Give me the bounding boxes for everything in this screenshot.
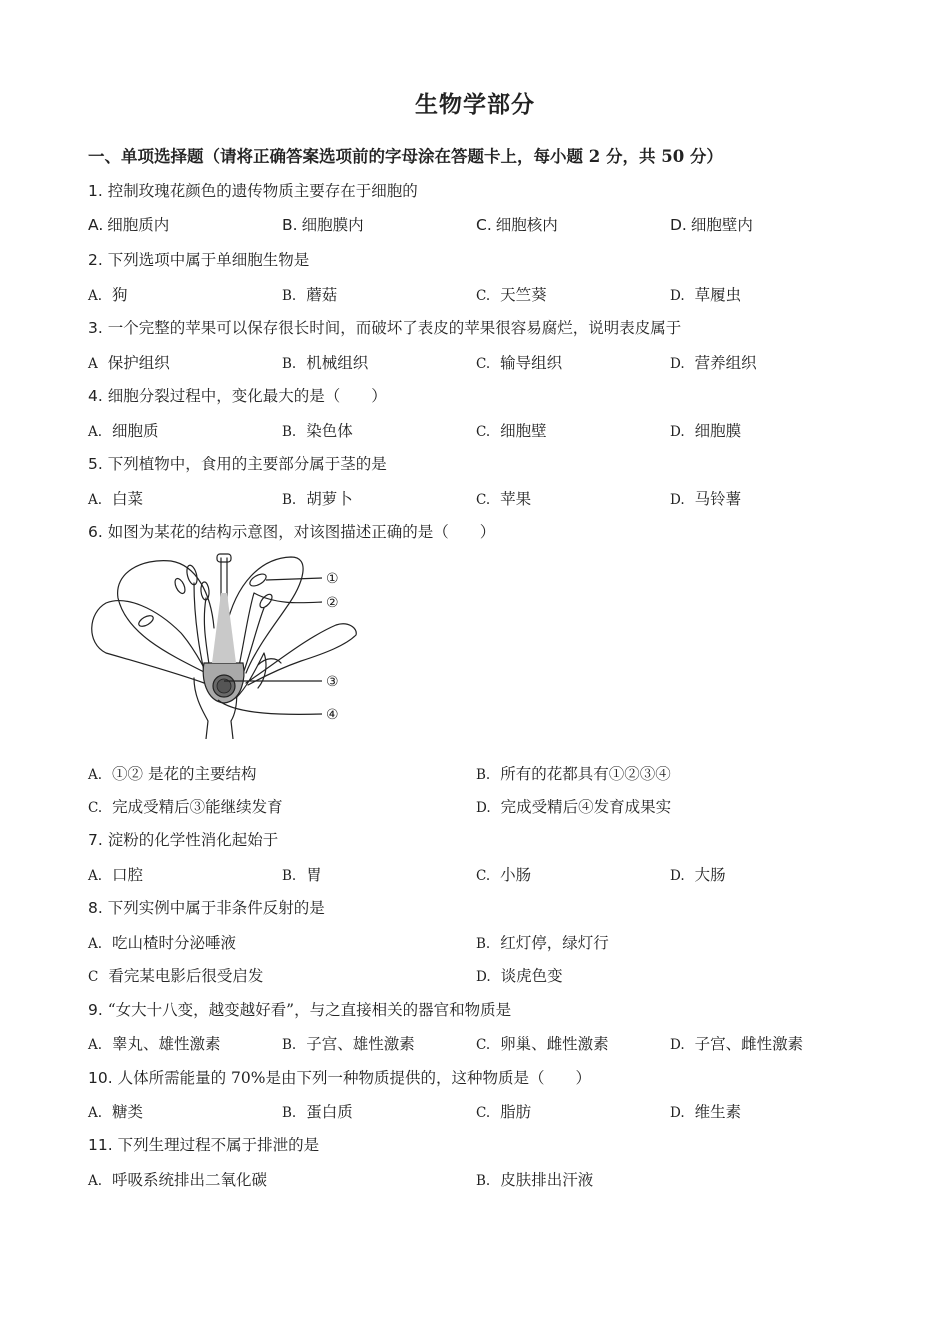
options-8-row-1: [88, 931, 868, 953]
petal-left-front: [92, 601, 206, 683]
label-2: ②: [326, 595, 339, 611]
option-a[interactable]: [88, 762, 256, 784]
option-text: 口腔: [112, 866, 144, 884]
question-7: [88, 828, 278, 850]
option-c[interactable]: [88, 795, 283, 817]
option-text: 谈虎色变: [500, 967, 563, 985]
option-b[interactable]: [282, 351, 368, 373]
option-letter: A.: [88, 936, 103, 952]
question-number: 7.: [88, 831, 103, 849]
question-text: 细胞分裂过程中，变化最大的是（ ）: [107, 387, 387, 405]
option-letter: C.: [476, 1037, 491, 1053]
option-b[interactable]: [282, 863, 322, 885]
option-text: 细胞膜内: [301, 216, 364, 234]
stigma: [217, 554, 231, 562]
option-letter: C.: [476, 216, 492, 234]
option-b[interactable]: [282, 1032, 415, 1054]
option-text: 卵巢、雌性激素: [500, 1035, 609, 1053]
option-letter: A.: [88, 216, 104, 234]
option-text: 子宫、雄性激素: [306, 1035, 415, 1053]
question-number: 8.: [88, 899, 103, 917]
section-heading: 一、单项选择题（请将正确答案选项前的字母涂在答题卡上，每小题 2 分，共 50 分）: [88, 147, 723, 166]
question-text: 人体所需能量的 70%是由下列一种物质提供的，这种物质是（ ）: [117, 1069, 591, 1087]
question-9: [88, 998, 511, 1020]
option-text: 天竺葵: [500, 286, 547, 304]
option-text: 细胞壁内: [690, 216, 753, 234]
question-5: [88, 452, 387, 474]
option-a[interactable]: [88, 1032, 221, 1054]
petal-left-back: [118, 561, 214, 673]
option-letter: D.: [670, 492, 685, 508]
option-text: 睾丸、雄性激素: [112, 1035, 221, 1053]
option-a[interactable]: [88, 283, 128, 305]
option-letter: D.: [670, 1105, 685, 1121]
petal-right-front: [246, 624, 356, 685]
option-text: 蘑菇: [306, 286, 338, 304]
option-text: 维生素: [694, 1103, 742, 1121]
option-text: 狗: [112, 286, 128, 304]
option-text: 细胞质: [112, 422, 159, 440]
option-text: 细胞壁: [500, 422, 547, 440]
label-3: ③: [326, 674, 339, 690]
option-letter: B.: [476, 1173, 491, 1189]
option-a[interactable]: [88, 931, 236, 953]
stamen-filament: [238, 593, 254, 671]
option-text: 完成受精后③能继续发育: [112, 798, 283, 816]
option-letter: D.: [670, 424, 685, 440]
option-d[interactable]: [670, 283, 741, 305]
option-letter: B.: [282, 356, 297, 372]
question-text: 一个完整的苹果可以保存很长时间，而破坏了表皮的苹果很容易腐烂，说明表皮属于: [107, 319, 682, 337]
label-4: ④: [326, 707, 339, 723]
question-number: 5.: [88, 455, 103, 473]
question-1: [88, 179, 418, 201]
anther: [173, 577, 187, 595]
option-c[interactable]: [476, 1032, 609, 1054]
option-c[interactable]: [476, 213, 558, 235]
stamen-filament: [204, 598, 210, 671]
option-a[interactable]: [88, 213, 169, 235]
option-a[interactable]: [88, 1168, 267, 1190]
question-number: 6.: [88, 523, 103, 541]
question-number: 1.: [88, 182, 103, 200]
option-letter: A.: [88, 492, 103, 508]
option-letter: D.: [670, 356, 685, 372]
option-text: 完成受精后④发育成果实: [500, 798, 672, 816]
option-text: 白菜: [112, 490, 144, 508]
question-text: 淀粉的化学性消化起始于: [107, 831, 279, 849]
leader-line-4: [218, 700, 322, 714]
option-letter: D.: [670, 1037, 685, 1053]
question-number: 4.: [88, 387, 103, 405]
option-a[interactable]: [88, 351, 170, 373]
option-text: 吃山楂时分泌唾液: [112, 934, 237, 952]
option-text: 大肠: [694, 866, 726, 884]
option-letter: B.: [476, 936, 491, 952]
option-text: 染色体: [306, 422, 353, 440]
option-text: 机械组织: [306, 354, 369, 372]
question-text: 下列实例中属于非条件反射的是: [107, 899, 325, 917]
anther: [185, 564, 199, 586]
option-text: 营养组织: [694, 354, 757, 372]
option-d[interactable]: [476, 964, 563, 986]
option-text: 看完某电影后很受启发: [108, 967, 264, 985]
option-d[interactable]: [670, 419, 741, 441]
option-c[interactable]: [88, 964, 263, 986]
option-text: 呼吸系统排出二氧化碳: [112, 1171, 268, 1189]
option-text: 苹果: [500, 490, 532, 508]
anther: [248, 572, 268, 589]
option-c[interactable]: [476, 419, 547, 441]
option-text: ①② 是花的主要结构: [112, 765, 257, 783]
option-b[interactable]: [476, 762, 671, 784]
option-b[interactable]: [282, 1100, 353, 1122]
question-number: 2.: [88, 251, 103, 269]
option-letter: C: [88, 969, 99, 985]
option-c[interactable]: [476, 863, 531, 885]
options-1: [88, 213, 868, 235]
option-text: 糖类: [112, 1103, 144, 1121]
anther: [258, 592, 274, 609]
option-c[interactable]: [476, 487, 531, 509]
option-d[interactable]: [670, 863, 726, 885]
label-1: ①: [326, 571, 339, 587]
question-4: [88, 384, 387, 406]
option-text: 细胞质内: [107, 216, 170, 234]
option-text: 保护组织: [107, 354, 170, 372]
option-a[interactable]: [88, 419, 159, 441]
option-letter: B.: [476, 767, 491, 783]
option-letter: C.: [476, 492, 491, 508]
option-letter: A.: [88, 1105, 103, 1121]
option-letter: D.: [670, 216, 687, 234]
question-8: [88, 896, 325, 918]
leader-line-2: [254, 593, 322, 603]
options-9: [88, 1032, 868, 1054]
options-2: [88, 283, 868, 305]
question-text: 如图为某花的结构示意图，对该图描述正确的是（ ）: [107, 523, 496, 541]
option-letter: B.: [282, 1105, 297, 1121]
question-text: 控制玫瑰花颜色的遗传物质主要存在于细胞的: [107, 182, 418, 200]
option-text: 蛋白质: [306, 1103, 353, 1121]
option-b[interactable]: [476, 1168, 593, 1190]
question-10: [88, 1066, 591, 1088]
options-10: [88, 1100, 868, 1122]
option-text: 输导组织: [500, 354, 563, 372]
option-d[interactable]: [476, 795, 671, 817]
option-letter: A: [88, 356, 98, 372]
page-title: 生物学部分: [415, 91, 535, 118]
option-b[interactable]: [282, 487, 353, 509]
option-letter: C.: [476, 424, 491, 440]
options-4: [88, 419, 868, 441]
question-3: [88, 316, 681, 338]
option-d[interactable]: [670, 487, 741, 509]
option-letter: B.: [282, 492, 297, 508]
question-6: [88, 520, 495, 542]
option-text: 细胞核内: [495, 216, 558, 234]
option-c[interactable]: [476, 351, 562, 373]
options-3: [88, 351, 868, 373]
option-letter: A.: [88, 288, 103, 304]
question-number: 9.: [88, 1001, 103, 1019]
anther: [137, 614, 155, 629]
option-d[interactable]: [670, 1100, 741, 1122]
option-a[interactable]: [88, 1100, 143, 1122]
question-2: [88, 248, 309, 270]
options-7: [88, 863, 868, 885]
option-c[interactable]: [476, 283, 547, 305]
question-text: 下列植物中，食用的主要部分属于茎的是: [107, 455, 387, 473]
question-11: [88, 1133, 319, 1155]
stamen-filament: [244, 608, 264, 671]
options-8-row-2: [88, 964, 868, 986]
option-letter: B.: [282, 288, 297, 304]
option-letter: C.: [88, 800, 103, 816]
option-d[interactable]: [670, 1032, 803, 1054]
option-letter: A.: [88, 424, 103, 440]
option-text: 马铃薯: [694, 490, 742, 508]
options-5: [88, 487, 868, 509]
option-letter: B.: [282, 1037, 297, 1053]
option-letter: D.: [476, 800, 491, 816]
option-letter: C.: [476, 356, 491, 372]
option-b[interactable]: [282, 419, 353, 441]
option-text: 红灯停，绿灯行: [500, 934, 609, 952]
option-c[interactable]: [476, 1100, 531, 1122]
options-6-row-1: [88, 762, 868, 784]
option-text: 子宫、雌性激素: [694, 1035, 804, 1053]
option-letter: D.: [670, 288, 685, 304]
options-6-row-2: [88, 795, 868, 817]
option-letter: A.: [88, 1173, 103, 1189]
option-text: 细胞膜: [694, 422, 742, 440]
option-text: 所有的花都具有①②③④: [500, 765, 671, 783]
option-letter: C.: [476, 1105, 491, 1121]
leader-line-1: [266, 578, 322, 580]
options-11: [88, 1168, 868, 1190]
option-b[interactable]: [282, 283, 337, 305]
option-d[interactable]: [670, 351, 757, 373]
option-letter: C.: [476, 288, 491, 304]
option-a[interactable]: [88, 487, 143, 509]
option-letter: D.: [476, 969, 491, 985]
option-text: 脂肪: [500, 1103, 532, 1121]
option-b[interactable]: [282, 213, 364, 235]
option-text: 胡萝卜: [306, 490, 353, 508]
option-b[interactable]: [476, 931, 609, 953]
option-letter: B.: [282, 868, 297, 884]
option-letter: A.: [88, 767, 103, 783]
question-text: 下列生理过程不属于排泄的是: [117, 1136, 320, 1154]
option-text: 小肠: [500, 866, 532, 884]
option-d[interactable]: [670, 213, 753, 235]
option-text: 胃: [306, 866, 322, 884]
question-text: 下列选项中属于单细胞生物是: [107, 251, 310, 269]
question-number: 3.: [88, 319, 103, 337]
option-text: 皮肤排出汗液: [500, 1171, 594, 1189]
option-letter: B.: [282, 424, 297, 440]
question-text: “女大十八变，越变越好看”，与之直接相关的器官和物质是: [107, 1001, 512, 1019]
option-letter: D.: [670, 868, 685, 884]
flower-structure-diagram: [86, 553, 362, 739]
option-a[interactable]: [88, 863, 143, 885]
option-letter: A.: [88, 1037, 103, 1053]
option-letter: A.: [88, 868, 103, 884]
question-number: 11.: [88, 1136, 113, 1154]
option-text: 草履虫: [694, 286, 742, 304]
question-number: 10.: [88, 1069, 113, 1087]
option-letter: B.: [282, 216, 298, 234]
option-letter: C.: [476, 868, 491, 884]
